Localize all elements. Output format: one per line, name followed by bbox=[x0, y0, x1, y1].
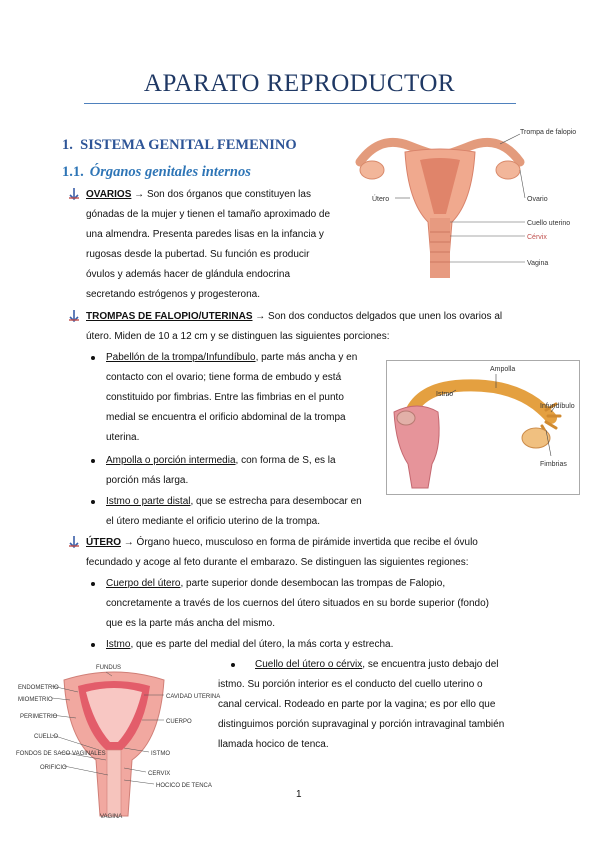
figure3-label: FONDOS DE SACO VAGINALES bbox=[16, 751, 106, 757]
trompas-item2-line-2: porción más larga. bbox=[106, 475, 189, 486]
trompas-item3-line-2: el útero mediante el orificio uterino de la trompa. bbox=[106, 516, 321, 527]
uterus-section-figure bbox=[14, 660, 221, 820]
trompas-term: TROMPAS DE FALOPIO/UTERINAS bbox=[86, 311, 253, 322]
trompas-item1-line-2: contacto con el ovario; tiene forma de embudo y está bbox=[106, 372, 342, 383]
utero-item3-line-1: Cuello del útero o cérvix, se encuentra justo debajo del bbox=[255, 659, 499, 670]
trompas-item1-line-3: constituido por fimbrias. Entre las fimbrias en el punto bbox=[106, 392, 344, 403]
trompas-item1-line-1: Pabellón de la trompa/Infundíbulo, parte más ancha y en bbox=[106, 352, 358, 363]
subsection-heading bbox=[62, 164, 251, 181]
figure1-label: Ovario bbox=[527, 196, 548, 203]
ovarios-line-5: óvulos y además hacer de glándula endocrina bbox=[86, 269, 291, 280]
figure3-label: CERVIX bbox=[148, 771, 171, 777]
arrow-bullet-icon bbox=[68, 310, 80, 322]
utero-item1-line-1: Cuerpo del útero, parte superior donde desembocan las trompas de Falopio, bbox=[106, 578, 446, 589]
ovarios-line-3: una almendra. Presenta paredes lisas en la infancia y bbox=[86, 229, 324, 240]
utero-item3-line-5: llamada hocico de tenca. bbox=[218, 739, 329, 750]
ovarios-line-2: gónadas de la mujer y tienen el tamaño aproximado de bbox=[86, 209, 331, 220]
ovarios-line-4: rugosas desde la pubertad. Su función es producir bbox=[86, 249, 310, 260]
trompas-item3-line-1: Istmo o parte distal, que se estrecha para desembocar en bbox=[106, 496, 362, 507]
uterus-diagram-figure bbox=[350, 122, 590, 288]
trompas-item2-line-1: Ampolla o porción intermedia, con forma de S, es la bbox=[106, 455, 336, 466]
title-underline bbox=[84, 103, 516, 104]
page-number: 1 bbox=[296, 789, 302, 800]
subsection-title: Órganos genitales internos bbox=[89, 164, 251, 180]
figure3-label: ISTMO bbox=[151, 751, 170, 757]
figure1-label: Vagina bbox=[527, 260, 549, 267]
page-title: APARATO REPRODUCTOR bbox=[143, 70, 456, 97]
subsection-number: 1.1. bbox=[62, 164, 84, 180]
utero-term: ÚTERO bbox=[86, 537, 121, 548]
bullet-dot bbox=[91, 459, 95, 463]
trompas-line-2: útero. Miden de 10 a 12 cm y se distinguen las siguientes porciones: bbox=[86, 331, 390, 342]
figure3-label: CAVIDAD UTERINA bbox=[166, 694, 221, 700]
utero-item1-line-3: que es la parte más ancha del mismo. bbox=[106, 618, 275, 629]
figure1-label: Útero bbox=[372, 196, 390, 203]
bullet-dot bbox=[91, 582, 95, 586]
arrow-bullet-icon bbox=[68, 188, 80, 200]
utero-line-1: ÚTERO → Órgano hueco, musculoso en forma de pirámide invertida que recibe el óvulo bbox=[86, 537, 478, 548]
figure3-label: PERIMETRIO bbox=[20, 714, 58, 720]
figure2-label: Infundíbulo bbox=[540, 403, 575, 410]
bullet-dot bbox=[231, 663, 235, 667]
section-heading bbox=[62, 137, 297, 154]
arrow-bullet-icon bbox=[68, 536, 80, 548]
trompas-item1-line-5: uterina. bbox=[106, 432, 140, 443]
bullet-dot bbox=[91, 356, 95, 360]
trompas-line-1: TROMPAS DE FALOPIO/UTERINAS → Son dos conductos delgados que unen los ovarios al bbox=[86, 311, 503, 322]
utero-item2-line-1: Istmo, que es parte del medial del útero, la más corta y estrecha. bbox=[106, 639, 394, 650]
figure3-label: CUELLO bbox=[34, 734, 59, 740]
figure1-label: Cuello uterino bbox=[527, 220, 571, 227]
figure2-label: Fimbrias bbox=[540, 461, 567, 468]
ovarios-line-6: secretando estrógenos y progesterona. bbox=[86, 289, 260, 300]
ovarios-line-1: OVARIOS → Son dos órganos que constituyen las bbox=[86, 189, 311, 200]
figure3-label: ENDOMETRIO bbox=[18, 685, 59, 691]
figure3-label: VAGINA bbox=[100, 814, 123, 820]
utero-item3-line-2: istmo. Su porción interior es el conducto del cuello uterino o bbox=[218, 679, 483, 690]
figure1-label: Cérvix bbox=[527, 234, 547, 241]
bullet-dot bbox=[91, 643, 95, 647]
ovarios-term: OVARIOS bbox=[86, 189, 132, 200]
figure2-label: Istmo bbox=[436, 391, 454, 398]
figure3-label: FUNDUS bbox=[96, 665, 121, 671]
fallopian-tube-figure bbox=[386, 360, 580, 495]
utero-item3-line-3: canal cervical. Rodeado en parte por la vagina; es por ello que bbox=[218, 699, 496, 710]
utero-line-2: fecundado y acoge al feto durante el embarazo. Se distinguen las siguientes regiones: bbox=[86, 557, 469, 568]
section-title: SISTEMA GENITAL FEMENINO bbox=[80, 137, 297, 153]
utero-item1-line-2: concretamente a través de los cuernos del útero situados en su borde superior (fondo) bbox=[106, 598, 489, 609]
figure3-label: HOCICO DE TENCA bbox=[156, 783, 212, 789]
section-number: 1. bbox=[62, 137, 73, 153]
figure3-label: CUERPO bbox=[166, 719, 192, 725]
figure3-label: ORIFICIO bbox=[40, 765, 67, 771]
figure3-label: MIOMETRIO bbox=[18, 697, 53, 703]
trompas-item1-line-4: medial se encuentra el orificio abdominal de la trompa bbox=[106, 412, 346, 423]
utero-item3-line-4: distinguimos porción supravaginal y porción intravaginal también bbox=[218, 719, 505, 730]
figure2-label: Ampolla bbox=[490, 366, 516, 373]
bullet-dot bbox=[91, 500, 95, 504]
figure1-label: Trompa de falopio bbox=[520, 129, 577, 136]
